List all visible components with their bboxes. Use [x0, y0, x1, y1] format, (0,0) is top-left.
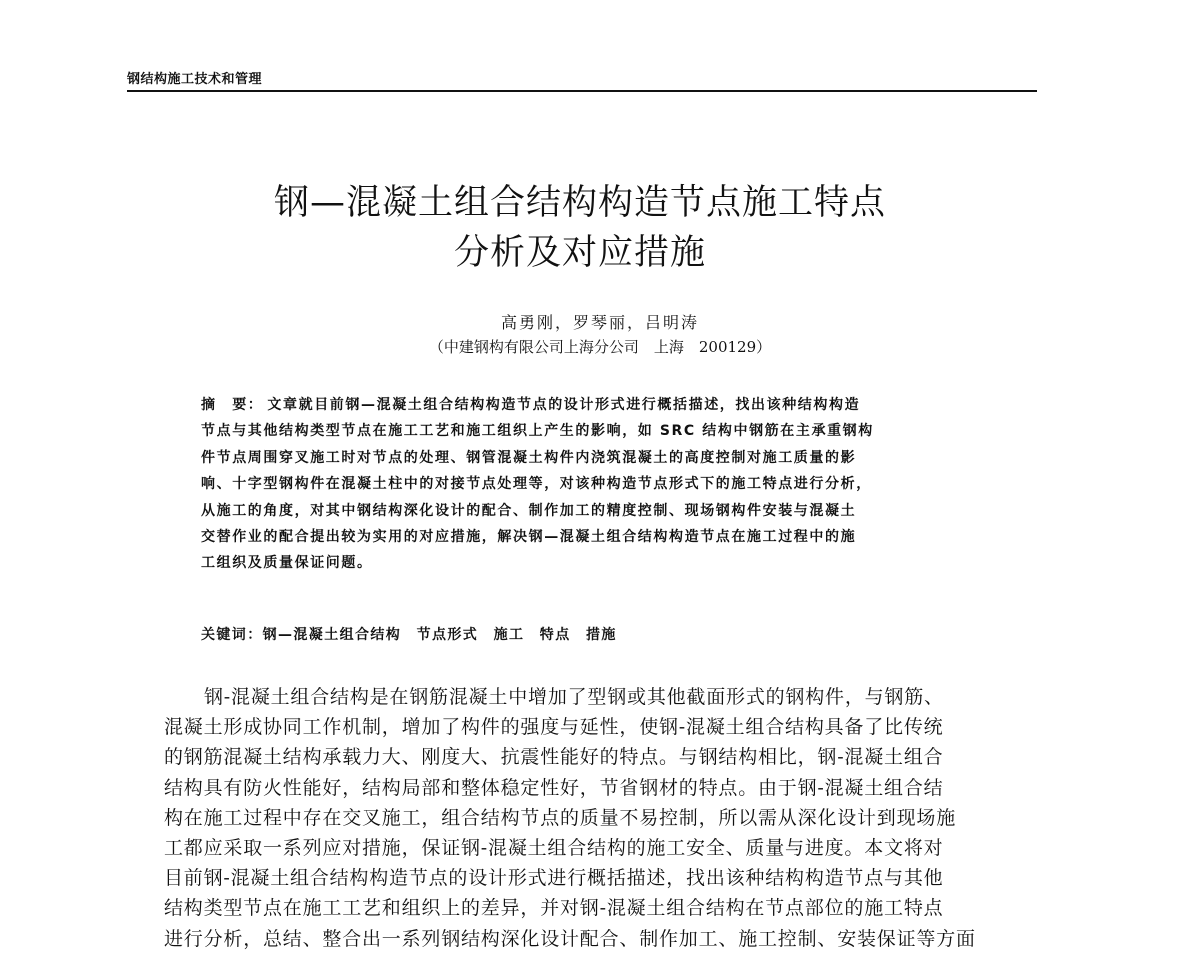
- body-line: 进行分析，总结、整合出一系列钢结构深化设计配合、制作加工、施工控制、安装保证等方面: [164, 927, 976, 950]
- body-line: 工都应采取一系列应对措施，保证钢-混凝土组合结构的施工安全、质量与进度。本文将对: [164, 836, 944, 859]
- paper-title: [200, 178, 960, 278]
- abstract-line: 工组织及质量保证问题。: [201, 555, 373, 572]
- body-line: 结构具有防火性能好，结构局部和整体稳定性好，节省钢材的特点。由于钢-混凝土组合结: [164, 776, 944, 799]
- body-line: 目前钢-混凝土组合结构构造节点的设计形式进行概括描述，找出该种结构构造节点与其他: [164, 867, 944, 890]
- running-head: 钢结构施工技术和管理: [127, 72, 263, 87]
- authors: 高勇刚，罗琴丽，吕明涛: [500, 313, 699, 332]
- abstract: [201, 392, 963, 577]
- title-line-1: 钢—混凝土组合结构构造节点施工特点: [273, 183, 886, 223]
- title-line-2: 分析及对应措施: [453, 233, 706, 273]
- affiliation: （中建钢构有限公司上海分公司 上海 200129）: [428, 338, 772, 356]
- body-line: 构在施工过程中存在交叉施工，组合结构节点的质量不易控制，所以需从深化设计到现场施: [164, 806, 957, 829]
- abstract-line: 从施工的角度，对其中钢结构深化设计的配合、制作加工的精度控制、现场钢构件安装与混凝土: [201, 502, 857, 519]
- body-paragraph: [164, 682, 1004, 954]
- body-line: 钢-混凝土组合结构是在钢筋混凝土中增加了型钢或其他截面形式的钢构件，与钢筋、: [204, 686, 944, 708]
- abstract-label: 摘 要：: [201, 397, 264, 413]
- keywords: [201, 624, 961, 644]
- body-line: 结构类型节点在施工工艺和组织上的差异，并对钢-混凝土组合结构在节点部位的施工特点: [164, 897, 944, 920]
- abstract-line: 交替作业的配合提出较为实用的对应措施，解决钢—混凝土组合结构构造节点在施工过程中的施: [201, 528, 857, 545]
- abstract-line: 摘 要： 文章就目前钢—混凝土组合结构构造节点的设计形式进行概括描述，找出该种结构构造: [201, 397, 861, 413]
- abstract-line: 响、十字型钢构件在混凝土柱中的对接节点处理等，对该种构造节点形式下的施工特点进行分析，: [201, 476, 872, 493]
- keywords-text: 钢—混凝土组合结构 节点形式 施工 特点 措施: [262, 627, 617, 643]
- body-line: 混凝土形成协同工作机制，增加了构件的强度与延性，使钢-混凝土组合结构具备了比传统: [164, 716, 944, 739]
- body-line: 的钢筋混凝土结构承载力大、刚度大、抗震性能好的特点。与钢结构相比，钢-混凝土组合: [164, 746, 944, 769]
- header-rule: [127, 90, 1037, 92]
- keywords-label: 关键词：: [201, 627, 263, 643]
- abstract-line: 节点与其他结构类型节点在施工工艺和施工组织上产生的影响，如 SRC 结构中钢筋在主承重钢构: [201, 423, 874, 440]
- abstract-line: 件节点周围穿叉施工时对节点的处理、钢管混凝土构件内浇筑混凝土的高度控制对施工质量的影: [201, 449, 857, 466]
